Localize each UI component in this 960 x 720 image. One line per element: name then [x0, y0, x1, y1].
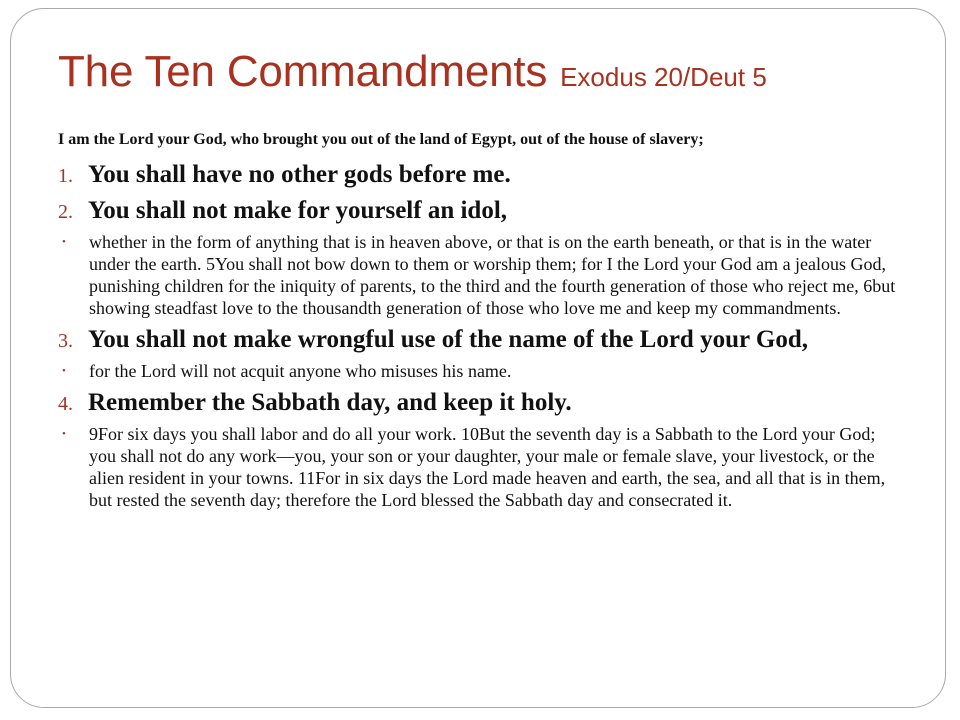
commandment-text: You shall not make for yourself an idol, [88, 197, 508, 224]
commandment-2 [58, 196, 924, 319]
commandment-3-heading [58, 325, 924, 356]
commandment-number: 3. [58, 330, 73, 352]
bullet-dot-icon: • [62, 365, 66, 377]
commandment-detail-text: 9For six days you shall labor and do all your work. 10But the seventh day is a Sabbath to the Lord your God; you shall not do any work—you, your son or your daughter, your male or female slave, your livestock, or the alien resident in your towns. 11For in six days the Lord made heaven and earth, the sea, and all that is in them, but rested the seventh day; therefore the Lord blessed the Sabbath day and consecrated it. [89, 424, 886, 510]
commandment-4-heading [58, 388, 924, 419]
commandment-2-heading [58, 196, 924, 227]
commandment-1 [58, 160, 924, 191]
commandment-3 [58, 325, 924, 382]
commandment-2-detail [58, 231, 924, 319]
commandment-number: 2. [58, 201, 73, 223]
commandment-number: 4. [58, 393, 73, 415]
commandment-text: Remember the Sabbath day, and keep it holy. [88, 389, 572, 416]
bullet-dot-icon: • [62, 428, 66, 440]
title-subtitle: Exodus 20/Deut 5 [560, 62, 767, 92]
commandment-text: You shall have no other gods before me. [88, 161, 511, 188]
commandment-text: You shall not make wrongful use of the name of the Lord your God, [88, 326, 808, 353]
title-main: The Ten Commandments [58, 47, 548, 96]
slide-title [58, 47, 767, 96]
commandment-1-heading [58, 160, 924, 191]
commandment-number: 1. [58, 165, 73, 187]
intro-text: I am the Lord your God, who brought you out of the land of Egypt, out of the house of slavery; [58, 131, 704, 148]
commandment-4 [58, 388, 924, 511]
bullet-dot-icon: • [62, 236, 66, 248]
commandment-list [58, 160, 924, 517]
commandment-3-detail [58, 360, 924, 382]
commandment-detail-text: for the Lord will not acquit anyone who misuses his name. [89, 361, 512, 381]
commandment-4-detail [58, 423, 924, 511]
commandment-detail-text: whether in the form of anything that is in heaven above, or that is on the earth beneath, or that is in the water under the earth. 5You shall not bow down to them or worship them; for I the Lord your God am a jealous God, punishing children for the iniquity of parents, to the third and the fourth generation of those who reject me, 6but showing steadfast love to the thousandth generation of those who love me and keep my commandments. [89, 232, 896, 318]
